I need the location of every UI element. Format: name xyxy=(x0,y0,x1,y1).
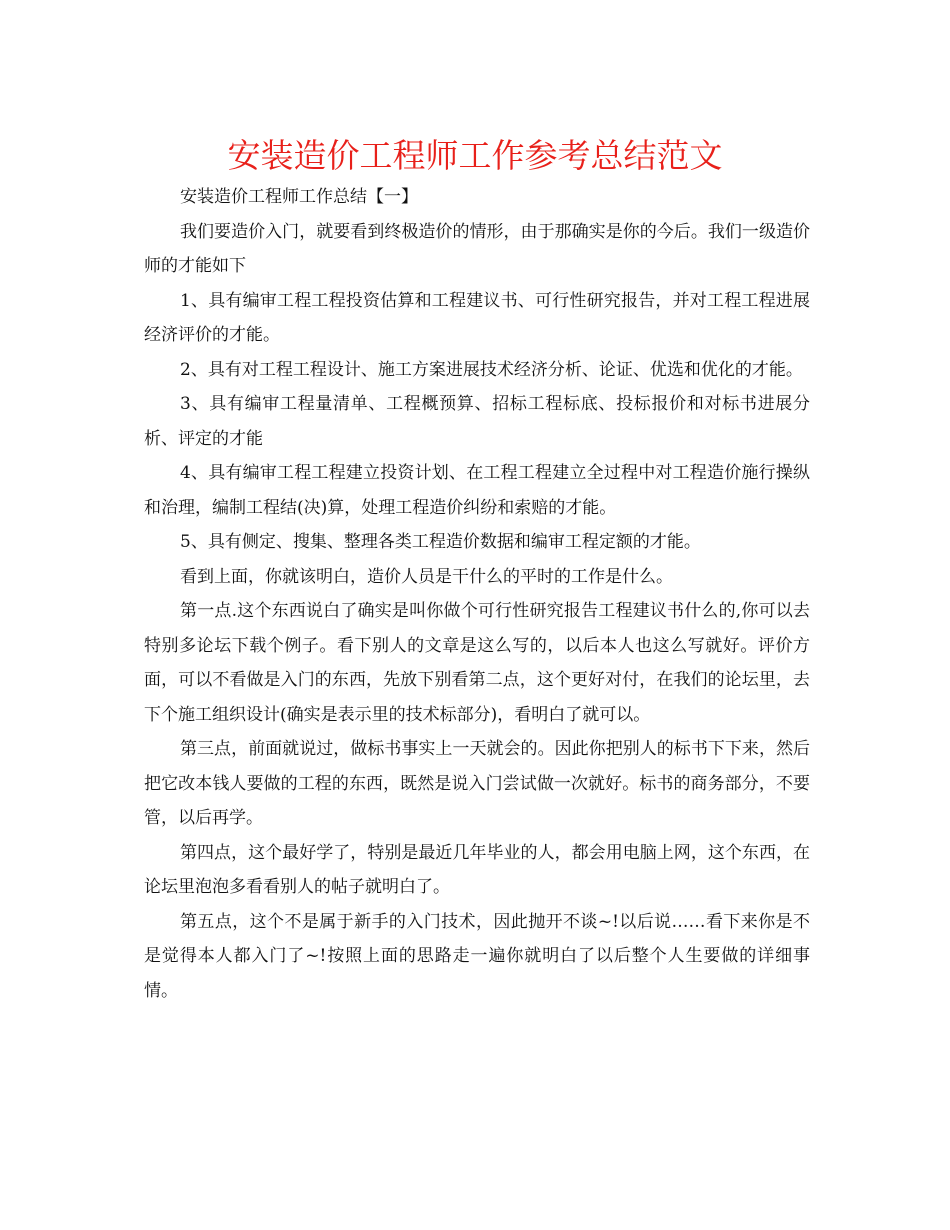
paragraph-item-4: 4、具有编审工程工程建立投资计划、在工程工程建立全过程中对工程造价施行操纵和治理，编制工程结(决)算，处理工程造价纠纷和索赔的才能。 xyxy=(144,463,810,518)
section-heading: 安装造价工程师工作总结【一】 xyxy=(180,187,418,207)
paragraph-item-2: 2、具有对工程工程设计、施工方案进展技术经济分析、论证、优选和优化的才能。 xyxy=(180,359,803,380)
paragraph-intro: 我们要造价入门，就要看到终极造价的情形，由于那确实是你的今后。我们一级造价师的才能如下 xyxy=(144,221,810,276)
document-body xyxy=(144,180,810,1008)
paragraph-item-5: 5、具有侧定、搜集、整理各类工程造价数据和编审工程定额的才能。 xyxy=(180,532,701,552)
document-title: 安装造价工程师工作参考总结范文 xyxy=(227,136,723,175)
paragraph-point-1: 第一点.这个东西说白了确实是叫你做个可行性研究报告工程建议书什么的,你可以去特别多论坛下载个例子。看下别人的文章是这么写的，以后本人也这么写就好。评价方面，可以不看做是入门的东西，先放下别看第二点，这个更好对付，在我们的论坛里，去下个施工组织设计(确实是表示里的技术标部分)，看明白了就可以。 xyxy=(144,601,810,725)
paragraph-item-3: 3、具有编审工程量清单、工程概预算、招标工程标底、投标报价和对标书进展分析、评定的才能 xyxy=(144,394,810,449)
paragraph-point-5: 第五点，这个不是属于新手的入门技术，因此抛开不谈~!以后说……看下来你是不是觉得本人都入门了~!按照上面的思路走一遍你就明白了以后整个人生要做的详细事情。 xyxy=(144,911,810,1001)
paragraph-point-3: 第三点，前面就说过，做标书事实上一天就会的。因此你把别人的标书下下来，然后把它改本钱人要做的工程的东西，既然是说入门尝试做一次就好。标书的商务部分，不要管，以后再学。 xyxy=(144,739,810,828)
paragraph-point-4: 第四点，这个最好学了，特别是最近几年毕业的人，都会用电脑上网，这个东西，在论坛里泡泡多看看别人的帖子就明白了。 xyxy=(144,842,810,897)
paragraph-item-1: 1、具有编审工程工程投资估算和工程建议书、可行性研究报告，并对工程工程进展经济评价的才能。 xyxy=(144,290,810,345)
paragraph-summary: 看到上面，你就该明白，造价人员是干什么的平时的工作是什么。 xyxy=(180,566,673,587)
